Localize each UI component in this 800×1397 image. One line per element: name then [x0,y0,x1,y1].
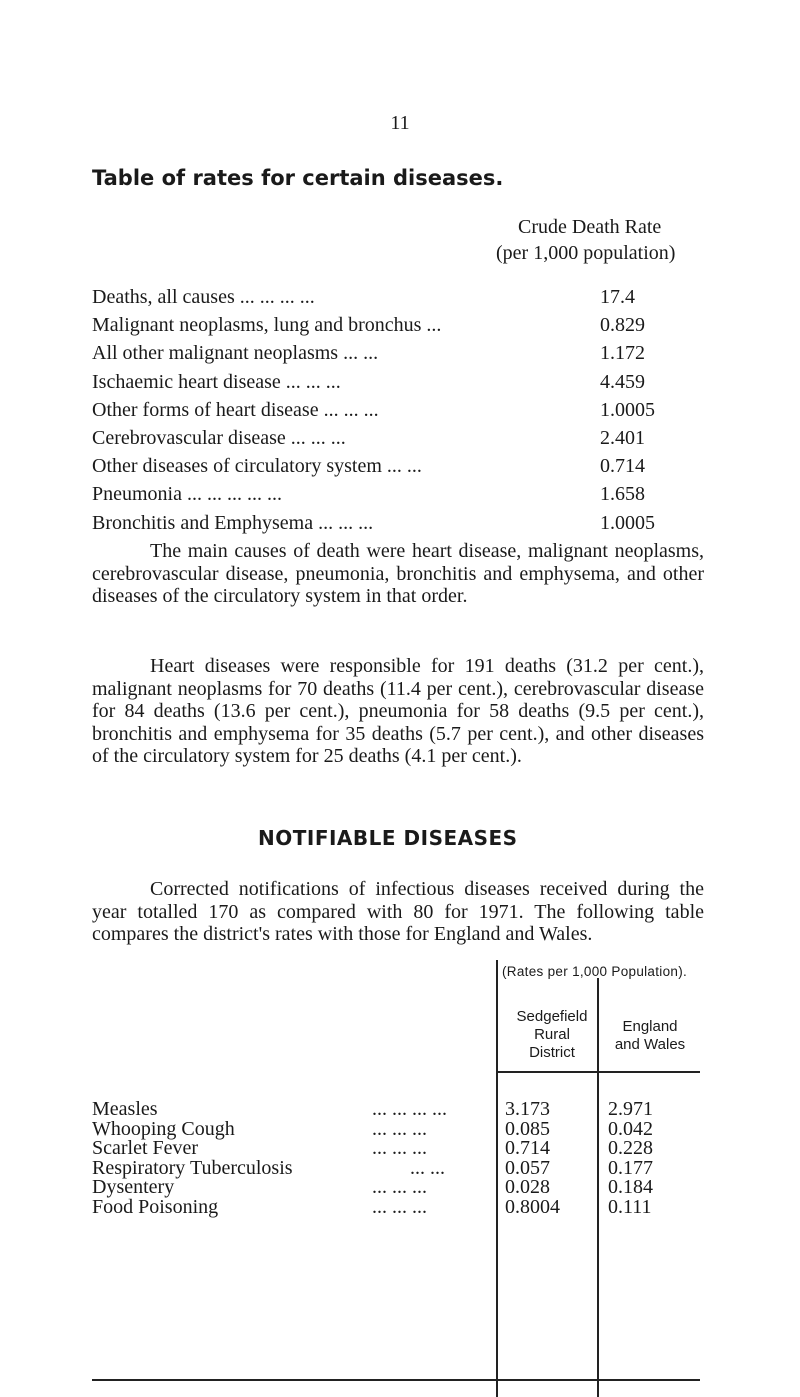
col1-line-1: Sedgefield [516,1008,588,1025]
paragraph-main-causes: The main causes of death were heart disease, malignant neoplasms, cerebrovascular disease, pneumonia, bronchitis and emphysema, and other diseases of the circulatory system in that order. [92,540,704,607]
row-value: 1.658 [600,483,645,506]
rates-table-title: Table of rates for certain diseases. [92,166,504,190]
sedgefield-rate: 0.028 [505,1176,550,1199]
row-label: Cerebrovascular disease ... ... ... [92,426,346,449]
table-row [92,509,732,537]
disease-label: Food Poisoning [92,1195,219,1218]
table-row [92,311,732,339]
table-bottom-rule [92,1379,700,1381]
table-row [92,1138,712,1158]
row-value: 0.829 [600,314,645,337]
row-label: Malignant neoplasms, lung and bronchus ... [92,314,442,337]
table-row [92,339,732,367]
table-row [92,368,732,396]
table-row [92,1099,712,1119]
table-row [92,1177,712,1197]
england-rate: 0.177 [608,1156,653,1179]
leader-dots: ... ... ... [372,1176,427,1199]
england-rate: 2.971 [608,1098,653,1120]
disease-label: Whooping Cough [92,1117,235,1140]
row-label: Ischaemic heart disease ... ... ... [92,370,341,393]
row-label: Bronchitis and Emphysema ... ... ... [92,511,374,534]
england-rate: 0.228 [608,1137,653,1160]
table-row [92,480,732,508]
rates-table [92,283,732,537]
row-label: Other diseases of circulatory system ... ... [92,455,422,478]
page-number: 11 [390,112,410,134]
sedgefield-rate: 0.8004 [505,1195,560,1218]
row-label: Other forms of heart disease ... ... ... [92,398,379,421]
row-label: All other malignant neoplasms ... ... [92,342,379,365]
table-row [92,396,732,424]
column-header-sedgefield [505,1008,599,1062]
col2-line-1: England [622,1018,678,1035]
row-value: 1.172 [600,342,645,365]
rates-units-label: (Rates per 1,000 Population). [502,964,688,979]
col2-line-2: and Wales [614,1036,686,1053]
row-value: 1.0005 [600,398,655,421]
leader-dots: ... ... ... [372,1117,427,1140]
sedgefield-rate: 0.085 [505,1117,550,1140]
disease-label: Scarlet Fever [92,1137,199,1160]
col1-line-2: Rural [534,1026,570,1043]
england-rate: 0.042 [608,1117,653,1140]
table-row [92,424,732,452]
table-row [92,283,732,311]
sedgefield-rate: 0.057 [505,1156,550,1179]
disease-label: Dysentery [92,1176,175,1199]
leader-dots: ... ... ... ... [372,1098,447,1120]
sedgefield-rate: 3.173 [505,1098,550,1120]
row-label: Pneumonia ... ... ... ... ... [92,483,282,506]
row-value: 2.401 [600,426,645,449]
table-row [92,1197,712,1217]
sedgefield-rate: 0.714 [505,1137,550,1160]
row-value: 4.459 [600,370,645,393]
header-line-1: Crude Death Rate [518,216,662,238]
header-line-2: (per 1,000 population) [496,242,676,264]
crude-death-rate-header [496,214,675,266]
leader-dots: ... ... ... [372,1195,427,1218]
england-rate: 0.184 [608,1176,653,1199]
col1-line-3: District [529,1044,575,1061]
table-header-rule [496,1071,700,1073]
paragraph-notifications: Corrected notifications of infectious diseases received during the year totalled 170 as compared with 80 for 1971. The following table compares the district's rates with those for England and Wales. [92,878,704,945]
leader-dots: ... ... ... [372,1137,427,1160]
disease-label: Measles [92,1098,158,1120]
row-value: 0.714 [600,455,645,478]
leader-dots: ... ... [410,1156,445,1179]
disease-label: Respiratory Tuberculosis [92,1156,293,1179]
column-header-england [598,1018,702,1054]
row-label: Deaths, all causes ... ... ... ... [92,286,315,308]
table-row [92,452,732,480]
table-row [92,1119,712,1139]
england-rate: 0.111 [608,1195,652,1218]
notifiable-diseases-table [92,1099,712,1217]
notifiable-diseases-title: NOTIFIABLE DISEASES [258,826,518,850]
table-row [92,1158,712,1178]
row-value: 17.4 [600,286,635,308]
row-value: 1.0005 [600,511,655,534]
paragraph-heart-diseases: Heart diseases were responsible for 191 deaths (31.2 per cent.), malignant neoplasms for 70 deaths (11.4 per cent.), cerebrovascular disease for 84 deaths (13.6 per cent.), pneumonia for 58 deaths (9.5 per cent.), bronchitis and emphysema for 35 deaths (5.7 per cent.), and other diseases of the circulatory system for 25 deaths (4.1 per cent.). [92,655,704,767]
